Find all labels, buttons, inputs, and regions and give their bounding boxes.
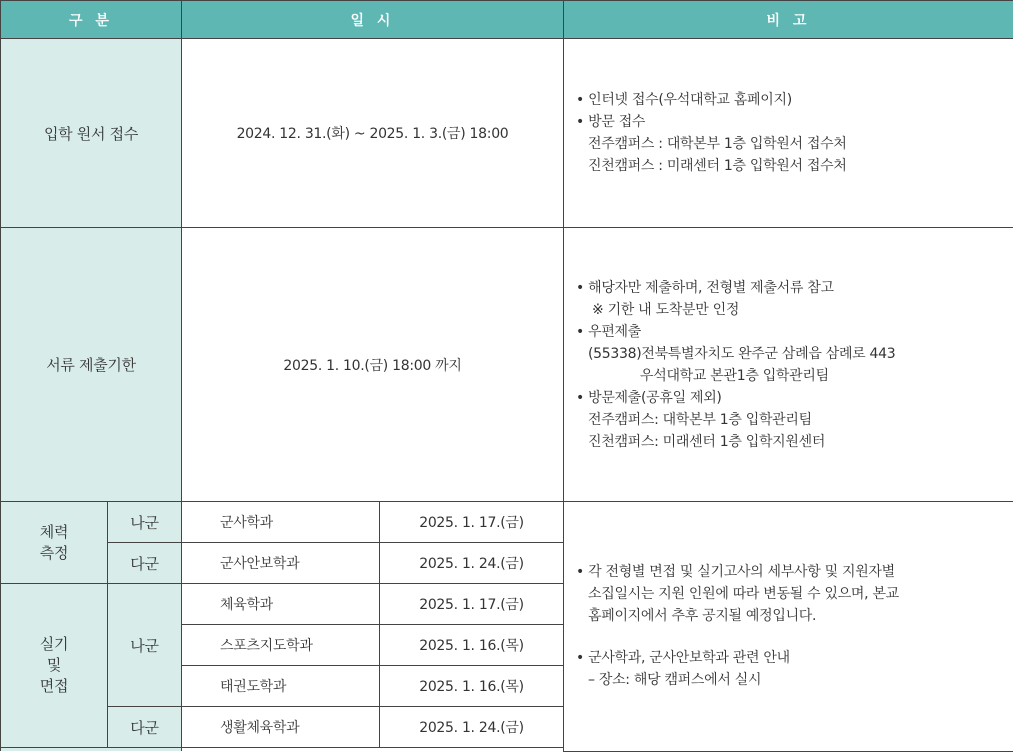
dept-date-cell: 2025. 1. 17.(금) <box>380 502 564 543</box>
documents-label: 서류 제출기한 <box>1 228 182 502</box>
note-line: (55338)전북특별자치도 완주군 삼례읍 삼례로 443 <box>588 345 896 362</box>
note-line: 전주캠퍼스 : 대학본부 1층 입학원서 접수처 <box>588 136 847 152</box>
table-row-application <box>1 39 1013 228</box>
cutoff-cell <box>182 748 564 752</box>
dept-date-cell: 2025. 1. 16.(목) <box>380 625 564 666</box>
note-line: 소집일시는 지원 인원에 따라 변동될 수 있으며, 본교 <box>588 586 899 603</box>
group-cell: 나군 <box>108 502 182 543</box>
note-line: • 우편제출 <box>576 323 642 340</box>
exam-notes <box>564 502 1013 752</box>
header-category: 구 분 <box>1 1 182 39</box>
documents-date: 2025. 1. 10.(금) 18:00 까지 <box>182 228 564 502</box>
table-row <box>1 502 1013 543</box>
note-line: • 해당자만 제출하며, 전형별 제출서류 참고 <box>576 279 834 296</box>
practical-label <box>1 584 108 748</box>
header-datetime: 일 시 <box>182 1 564 39</box>
note-line: • 방문 접수 <box>576 114 646 130</box>
note-line: 전주캠퍼스: 대학본부 1층 입학관리팀 <box>588 411 812 428</box>
note-line: ※ 기한 내 도착분만 인정 <box>592 301 740 318</box>
application-notes <box>564 39 1013 228</box>
note-line: 홈페이지에서 추후 공지될 예정입니다. <box>588 608 817 625</box>
dept-date-cell: 2025. 1. 16.(목) <box>380 666 564 707</box>
label-line: 실기 <box>39 635 69 653</box>
application-label: 입학 원서 접수 <box>1 39 182 228</box>
fitness-label <box>1 502 108 584</box>
note-line: • 인터넷 접수(우석대학교 홈페이지) <box>576 92 792 108</box>
note-line: 우석대학교 본관1층 입학관리팀 <box>640 367 829 384</box>
label-line: 측정 <box>39 543 69 562</box>
note-line: 진천캠퍼스: 미래센터 1층 입학지원센터 <box>588 433 826 450</box>
dept-cell: 태권도학과 <box>182 666 380 707</box>
dept-cell: 생활체육학과 <box>182 707 380 748</box>
spacer <box>576 627 1013 647</box>
header-remarks: 비 고 <box>564 1 1013 39</box>
note-line: • 군사학과, 군사안보학과 관련 안내 <box>576 650 790 667</box>
note-line: 진천캠퍼스 : 미래센터 1층 입학원서 접수처 <box>588 158 847 174</box>
note-line: • 방문제출(공휴일 제외) <box>576 389 722 406</box>
documents-notes <box>564 228 1013 502</box>
label-line: 면접 <box>39 677 69 695</box>
label-line: 및 <box>46 656 62 674</box>
dept-date-cell: 2025. 1. 17.(금) <box>380 584 564 625</box>
label-line: 체력 <box>39 522 69 541</box>
application-date: 2024. 12. 31.(화) ~ 2025. 1. 3.(금) 18:00 <box>182 39 564 228</box>
group-cell: 다군 <box>108 707 182 748</box>
dept-cell: 군사안보학과 <box>182 543 380 584</box>
dept-date-cell: 2025. 1. 24.(금) <box>380 543 564 584</box>
cutoff-cell <box>1 748 182 752</box>
dept-cell: 스포츠지도학과 <box>182 625 380 666</box>
dept-cell: 군사학과 <box>182 502 380 543</box>
group-cell: 다군 <box>108 543 182 584</box>
table-row-documents <box>1 228 1013 502</box>
note-line: • 각 전형별 면접 및 실기고사의 세부사항 및 지원자별 <box>576 564 895 581</box>
dept-date-cell: 2025. 1. 24.(금) <box>380 707 564 748</box>
table-header-row <box>1 1 1013 39</box>
dept-cell: 체육학과 <box>182 584 380 625</box>
note-line: – 장소: 해당 캠퍼스에서 실시 <box>588 672 762 689</box>
group-cell: 나군 <box>108 584 182 707</box>
